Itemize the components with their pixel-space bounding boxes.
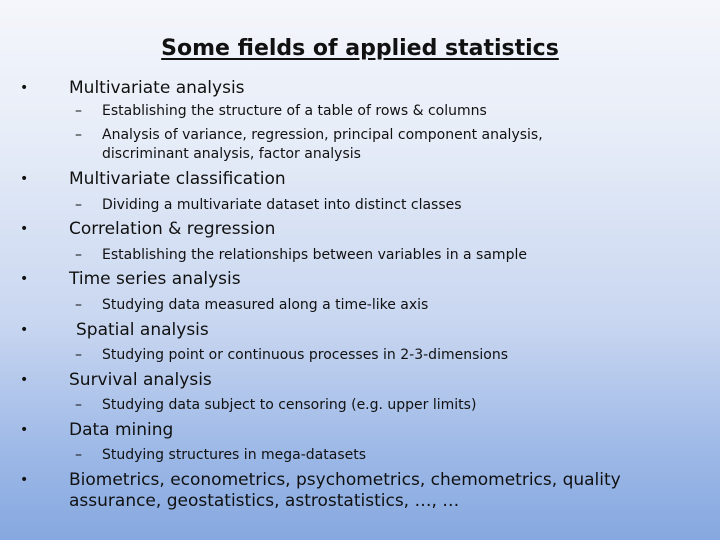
sub-item-text: Establishing the relationships between variables in a sample xyxy=(102,247,527,263)
item-label: Spatial analysis xyxy=(76,320,209,340)
bullet-icon: • xyxy=(20,322,29,338)
dash-icon: – xyxy=(75,103,82,119)
item-label: Biometrics, econometrics, psychometrics, chemometrics, quality xyxy=(69,470,621,490)
sub-item-text: Studying structures in mega-datasets xyxy=(102,447,367,463)
bullet-icon: • xyxy=(20,171,29,187)
sub-item-text: Studying point or continuous processes in 2-3-dimensions xyxy=(102,347,508,363)
bullet-icon: • xyxy=(20,80,29,96)
slide-title-text: Some fields of applied statistics xyxy=(161,36,559,61)
sub-item-text: Studying data subject to censoring (e.g. upper limits) xyxy=(102,397,477,413)
dash-icon: – xyxy=(75,447,82,463)
dash-icon: – xyxy=(75,397,82,413)
item-label: Correlation & regression xyxy=(69,219,276,239)
item-label: Data mining xyxy=(69,420,174,440)
item-label: Survival analysis xyxy=(69,370,212,390)
sub-item-text: Analysis of variance, regression, principal component analysis, xyxy=(102,127,543,143)
dash-icon: – xyxy=(75,297,82,313)
item-label: Time series analysis xyxy=(69,269,241,289)
item-label: Multivariate classification xyxy=(69,169,286,189)
bullet-icon: • xyxy=(20,422,29,438)
sub-item-text: Dividing a multivariate dataset into distinct classes xyxy=(102,197,462,213)
dash-icon: – xyxy=(75,247,82,263)
dash-icon: – xyxy=(75,347,82,363)
bullet-icon: • xyxy=(20,372,29,388)
slide-title xyxy=(0,36,720,61)
item-label: Multivariate analysis xyxy=(69,78,245,98)
dash-icon: – xyxy=(75,197,82,213)
bullet-icon: • xyxy=(20,271,29,287)
sub-item-text: discriminant analysis, factor analysis xyxy=(102,146,361,162)
sub-item-text: Studying data measured along a time-like axis xyxy=(102,297,429,313)
bullet-icon: • xyxy=(20,472,29,488)
item-label: assurance, geostatistics, astrostatistics, …, … xyxy=(69,491,460,511)
sub-item-text: Establishing the structure of a table of rows & columns xyxy=(102,103,487,119)
dash-icon: – xyxy=(75,127,82,143)
bullet-icon: • xyxy=(20,221,29,237)
